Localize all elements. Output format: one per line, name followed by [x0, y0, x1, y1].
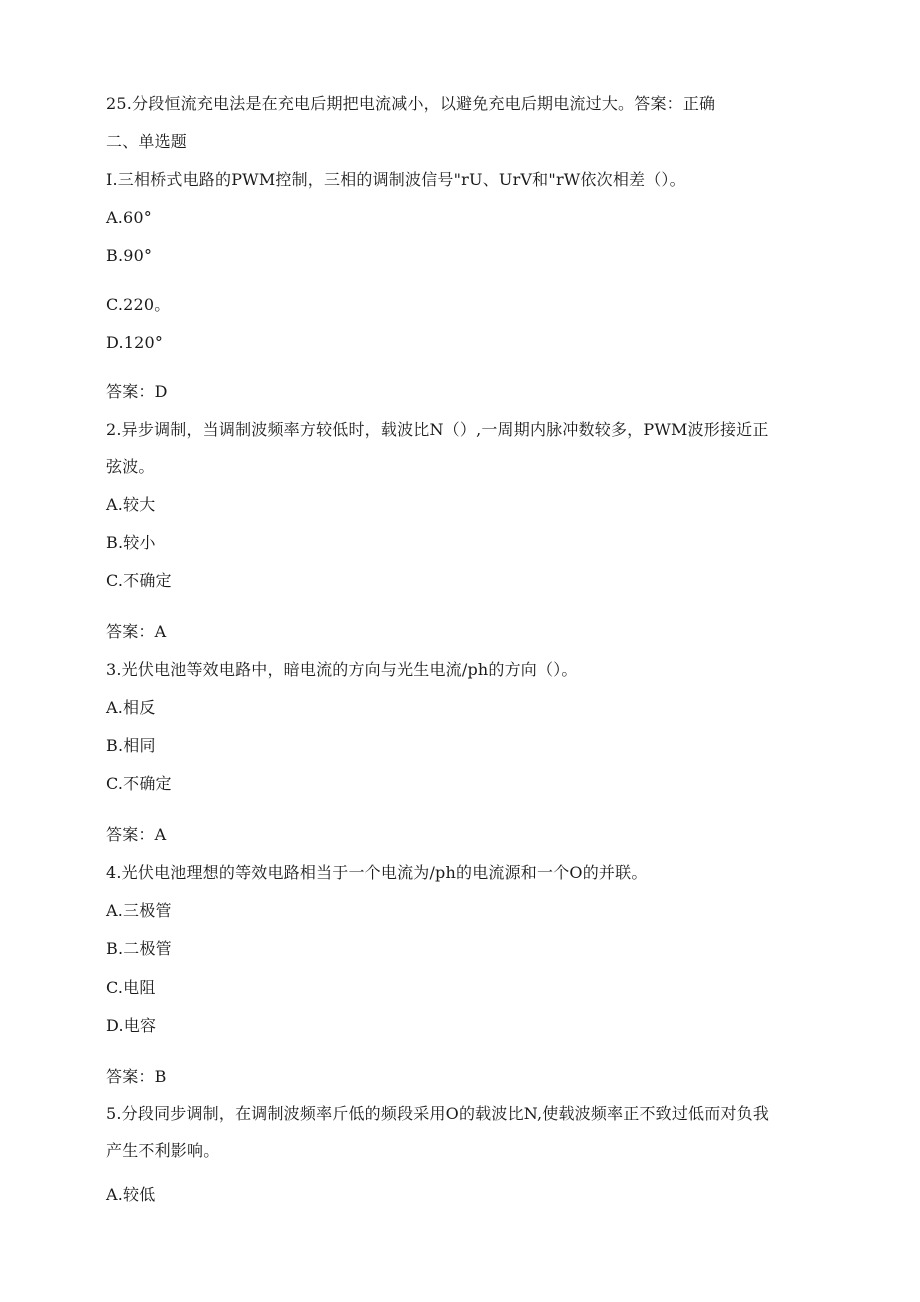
- q2-option-b: B.较小: [106, 533, 156, 552]
- q4-option-c: C.电阻: [106, 978, 156, 997]
- q3-option-b: B.相同: [106, 736, 156, 755]
- q4-option-d: D.电容: [106, 1016, 157, 1035]
- question-5: 5.分段同步调制，在调制波频率斤低的频段采用O的载波比N,使载波频率正不致过低而对负我: [106, 1104, 770, 1123]
- question-4: 4.光伏电池理想的等效电路相当于一个电流为/ph的电流源和一个O的并联。: [106, 863, 648, 882]
- q1-answer: 答案：D: [106, 382, 168, 401]
- section-heading: 二、单选题: [106, 132, 188, 151]
- question-2-cont: 弦波。: [106, 457, 155, 476]
- statement-25: 25.分段恒流充电法是在充电后期把电流减小，以避免充电后期电流过大。答案：正确: [106, 94, 716, 113]
- q4-option-b: B.二极管: [106, 939, 172, 958]
- q1-option-d: D.120°: [106, 333, 164, 352]
- q3-option-c: C.不确定: [106, 774, 172, 793]
- q3-answer: 答案：A: [106, 825, 167, 844]
- question-1: I.三相桥式电路的PWM控制，三相的调制波信号"rU、UrV和"rW依次相差（）。: [106, 170, 686, 189]
- q2-option-c: C.不确定: [106, 571, 172, 590]
- q4-option-a: A.三极管: [106, 901, 172, 920]
- question-2: 2.异步调制，当调制波频率方较低时，载波比N（）,一周期内脉冲数较多，PWM波形接近正: [106, 420, 769, 439]
- q4-answer: 答案：B: [106, 1067, 167, 1086]
- q1-option-a: A.60°: [106, 208, 152, 227]
- q5-option-a: A.较低: [106, 1185, 156, 1204]
- q2-answer: 答案：A: [106, 622, 167, 641]
- q1-option-b: B.90°: [106, 246, 153, 265]
- q1-option-c: C.220。: [106, 295, 171, 314]
- q3-option-a: A.相反: [106, 698, 156, 717]
- q2-option-a: A.较大: [106, 495, 156, 514]
- question-5-cont: 产生不利影响。: [106, 1141, 220, 1160]
- question-3: 3.光伏电池等效电路中，暗电流的方向与光生电流/ph的方向（）。: [106, 660, 578, 679]
